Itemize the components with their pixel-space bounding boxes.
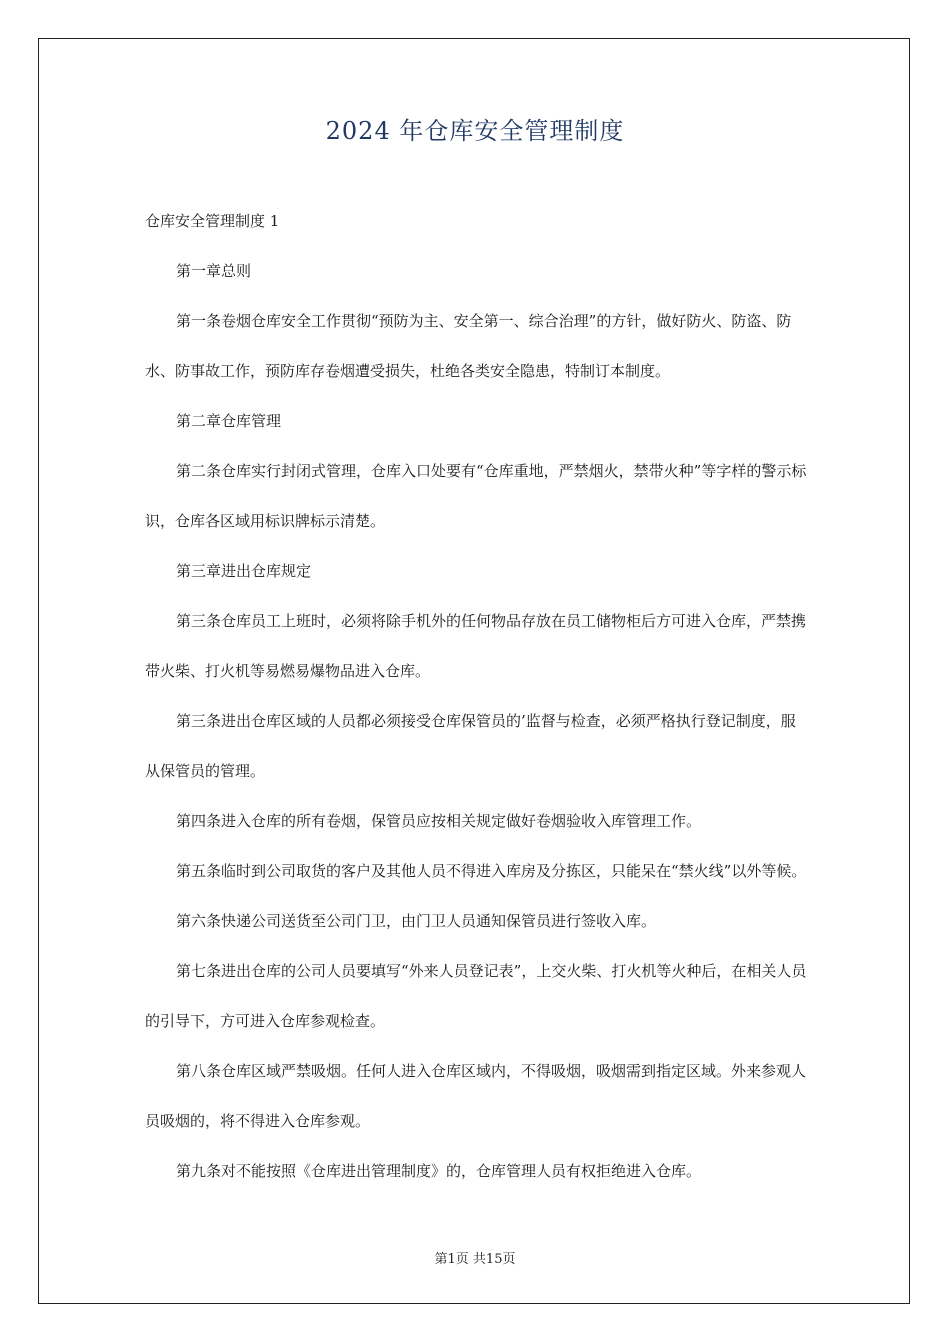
paragraph: 第四条进入仓库的所有卷烟，保管员应按相关规定做好卷烟验收入库管理工作。: [176, 812, 702, 830]
paragraph: 第一条卷烟仓库安全工作贯彻“预防为主、安全第一、综合治理”的方针，做好防火、防盗、防水、防事故工作，预防库存卷烟遭受损失，杜绝各类安全隐患，特制订本制度。: [145, 312, 792, 380]
paragraph: 第五条临时到公司取货的客户及其他人员不得进入库房及分拣区，只能呆在“禁火线”以外等候。: [176, 862, 807, 880]
paragraph: 第三条进出仓库区域的人员都必须接受仓库保管员的’监督与检查，必须严格执行登记制度，服从保管员的管理。: [145, 712, 796, 780]
paragraph: 第七条进出仓库的公司人员要填写“外来人员登记表”，上交火柴、打火机等火种后，在相关人员的引导下，方可进入仓库参观检查。: [145, 962, 807, 1030]
document-body: [145, 196, 810, 1196]
page-footer: 第1页 共15页: [434, 1252, 516, 1267]
paragraph: 第三条仓库员工上班时，必须将除手机外的任何物品存放在员工储物柜后方可进入仓库，严禁携带火柴、打火机等易燃易爆物品进入仓库。: [145, 612, 807, 680]
paragraph: 第一章总则: [176, 262, 252, 280]
document-title: 2024 年仓库安全管理制度: [325, 117, 625, 145]
paragraph: 第九条对不能按照《仓库进出管理制度》的，仓库管理人员有权拒绝进入仓库。: [176, 1162, 702, 1180]
paragraph: 第八条仓库区域严禁吸烟。任何人进入仓库区域内，不得吸烟，吸烟需到指定区域。外来参观人员吸烟的，将不得进入仓库参观。: [145, 1062, 807, 1130]
paragraph: 第二章仓库管理: [176, 412, 282, 430]
paragraph: 第三章进出仓库规定: [176, 562, 312, 580]
paragraph: 仓库安全管理制度 1: [145, 212, 280, 230]
paragraph: 第二条仓库实行封闭式管理，仓库入口处要有“仓库重地，严禁烟火，禁带火种”等字样的警示标识，仓库各区域用标识牌标示清楚。: [145, 462, 807, 530]
paragraph: 第六条快递公司送货至公司门卫，由门卫人员通知保管员进行签收入库。: [176, 912, 657, 930]
